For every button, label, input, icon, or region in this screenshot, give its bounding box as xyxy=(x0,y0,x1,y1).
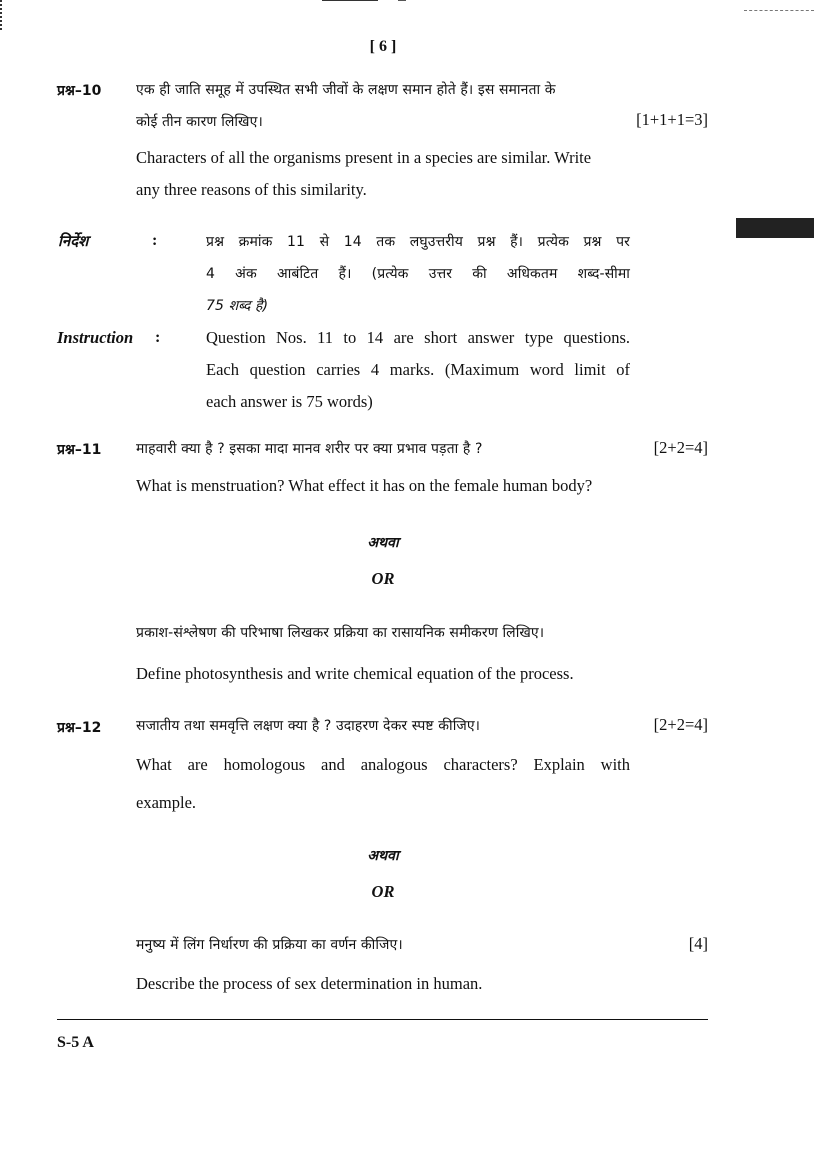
marks-allocation: [1+1+1=3] xyxy=(636,110,708,129)
marks-allocation: [4] xyxy=(688,934,708,953)
top-right-dashes xyxy=(744,10,814,12)
alternative-english-text: Describe the process of sex determination in human. xyxy=(136,974,483,993)
question-english-text: example. xyxy=(136,793,197,812)
directions-colon: : xyxy=(152,232,158,249)
directions-hindi-text: 4 अंक आबंटित हैं। (प्रत्येक उत्तर की अधिकतम शब्द-सीमा xyxy=(206,266,630,282)
edge-tab-mark xyxy=(736,218,814,238)
instruction-english-text: Each question carries 4 marks. (Maximum word limit of xyxy=(206,360,630,379)
or-english: OR xyxy=(371,569,395,588)
question-english-text: What is menstruation? What effect it has on the female human body? xyxy=(136,476,593,495)
question-hindi-text: कोई तीन कारण लिखिए। xyxy=(136,114,263,130)
question-hindi-text: एक ही जाति समूह में उपस्थित सभी जीवों के लक्षण समान होते हैं। इस समानता के xyxy=(136,82,556,98)
or-english: OR xyxy=(371,882,395,901)
marks-allocation: [2+2=4] xyxy=(653,438,708,457)
top-dash xyxy=(398,0,406,1)
question-hindi-text: सजातीय तथा समवृत्ति लक्षण क्या है ? उदाहरण देकर स्पष्ट कीजिए। xyxy=(136,718,481,734)
question-english-text: What are homologous and analogous characters? Explain with xyxy=(136,755,630,774)
directions-hindi-text: 75 शब्द है) xyxy=(206,298,269,314)
alternative-hindi-text: प्रकाश-संश्लेषण की परिभाषा लिखकर प्रक्रिया का रासायनिक समीकरण लिखिए। xyxy=(136,625,545,641)
question-english-text: Characters of all the organisms present in a species are similar. Write xyxy=(136,148,592,167)
footer-rule xyxy=(57,1019,708,1020)
instruction-colon: : xyxy=(155,329,161,346)
directions-hindi-text: प्रश्न क्रमांक 11 से 14 तक लघुउत्तरीय प्रश्न हैं। प्रत्येक प्रश्न पर xyxy=(206,234,630,250)
question-label: प्रश्न–12 xyxy=(57,720,102,736)
question-label: प्रश्न–10 xyxy=(57,83,102,99)
or-hindi: अथवा xyxy=(367,535,399,551)
alternative-english-text: Define photosynthesis and write chemical equation of the process. xyxy=(136,664,574,683)
question-hindi-text: माहवारी क्या है ? इसका मादा मानव शरीर पर क्या प्रभाव पड़ता है ? xyxy=(136,441,483,457)
instruction-english-text: each answer is 75 words) xyxy=(206,392,373,411)
instruction-label-english: Instruction xyxy=(57,328,134,347)
left-edge-mark xyxy=(0,0,8,30)
page-number: [ 6 ] xyxy=(369,38,397,55)
instruction-english-text: Question Nos. 11 to 14 are short answer type questions. xyxy=(206,328,630,347)
directions-label-hindi: निर्देश xyxy=(58,232,89,250)
marks-allocation: [2+2=4] xyxy=(653,715,708,734)
top-rule xyxy=(322,0,378,1)
or-hindi: अथवा xyxy=(367,848,399,864)
paper-code: S-5 A xyxy=(57,1034,94,1051)
question-label: प्रश्न–11 xyxy=(57,442,102,458)
question-english-text: any three reasons of this similarity. xyxy=(136,180,367,199)
alternative-hindi-text: मनुष्य में लिंग निर्धारण की प्रक्रिया का वर्णन कीजिए। xyxy=(136,937,403,953)
